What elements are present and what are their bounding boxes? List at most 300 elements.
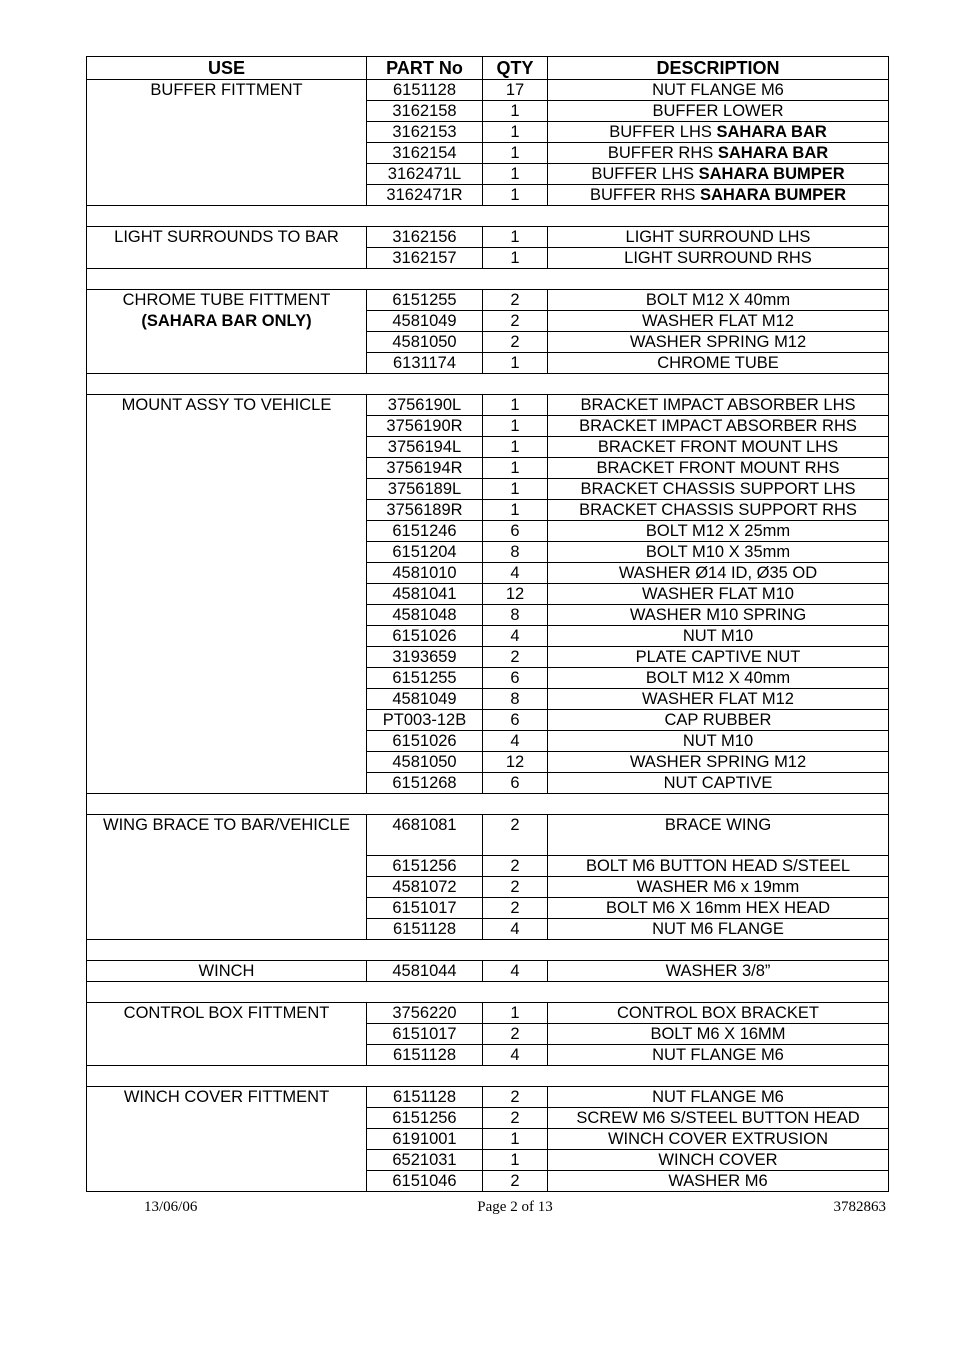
description-text: LIGHT SURROUND LHS: [625, 228, 811, 246]
description-text: NUT CAPTIVE: [663, 774, 773, 792]
table-row: [87, 647, 889, 668]
use-cell: [87, 143, 367, 164]
qty-cell: 1: [483, 500, 548, 521]
description-cell: [548, 626, 889, 647]
description-emphasis: SAHARA BUMPER: [699, 186, 847, 204]
use-cell: [87, 897, 367, 918]
description-text: LIGHT SURROUND RHS: [624, 249, 812, 267]
part-number-cell: 3756190L: [367, 395, 483, 416]
description-text: WASHER SPRING M12: [629, 753, 807, 771]
table-row: [87, 1107, 889, 1128]
description-cell: [548, 668, 889, 689]
header-qty: QTY: [483, 57, 548, 80]
qty-cell: 2: [483, 1170, 548, 1191]
separator-cell: [87, 981, 889, 1002]
description-text: NUT FLANGE M6: [652, 81, 784, 99]
use-cell: [87, 855, 367, 876]
use-cell: [87, 101, 367, 122]
part-number-cell: 4581050: [367, 332, 483, 353]
description-text: BRACKET IMPACT ABSORBER LHS: [580, 396, 856, 414]
description-cell: [548, 500, 889, 521]
table-header-row: [87, 57, 889, 80]
description-cell: [548, 960, 889, 981]
description-emphasis: SAHARA BAR: [716, 123, 827, 141]
part-number-cell: 6191001: [367, 1128, 483, 1149]
description-cell: [548, 332, 889, 353]
part-number-cell: 4581049: [367, 311, 483, 332]
description-cell: [548, 164, 889, 185]
description-cell: [548, 752, 889, 773]
description-cell: [548, 437, 889, 458]
description-cell: [548, 647, 889, 668]
group-use-note: (SAHARA BAR ONLY): [141, 311, 312, 330]
description-text: BOLT M12 X 40mm: [645, 669, 791, 687]
description-text: WINCH COVER EXTRUSION: [607, 1129, 828, 1148]
table-row: [87, 897, 889, 918]
qty-cell: 2: [483, 1107, 548, 1128]
table-row: [87, 164, 889, 185]
use-cell: [87, 332, 367, 353]
qty-cell: 1: [483, 227, 548, 248]
part-number-cell: 3162158: [367, 101, 483, 122]
use-cell: [87, 1044, 367, 1065]
qty-cell: 4: [483, 1044, 548, 1065]
footer-document-number: 3782863: [833, 1199, 886, 1215]
use-cell: [87, 1170, 367, 1191]
use-cell: [87, 1128, 367, 1149]
table-row: [87, 542, 889, 563]
part-number-cell: 6151017: [367, 897, 483, 918]
description-text: SCREW M6 S/STEEL BUTTON HEAD: [576, 1108, 860, 1127]
description-cell: [548, 290, 889, 311]
qty-cell: 4: [483, 626, 548, 647]
table-row: [87, 458, 889, 479]
part-number-cell: 3162156: [367, 227, 483, 248]
use-cell: [87, 752, 367, 773]
table-row: [87, 479, 889, 500]
separator-cell: [87, 794, 889, 815]
description-text: WASHER Ø14 ID, Ø35 OD: [618, 564, 818, 582]
table-row: [87, 689, 889, 710]
table-row: [87, 416, 889, 437]
part-number-cell: 4581010: [367, 563, 483, 584]
header-description: DESCRIPTION: [548, 57, 889, 80]
part-number-cell: 6151246: [367, 521, 483, 542]
use-cell: [87, 815, 367, 856]
group-use-label: CHROME TUBE FITTMENT: [122, 291, 331, 309]
table-row: [87, 248, 889, 269]
part-number-cell: 6151268: [367, 773, 483, 794]
part-number-cell: 3162471L: [367, 164, 483, 185]
description-text: NUT FLANGE M6: [652, 1087, 784, 1106]
qty-cell: 1: [483, 143, 548, 164]
description-text: BOLT M6 X 16mm HEX HEAD: [605, 898, 831, 917]
qty-cell: 12: [483, 584, 548, 605]
qty-cell: 1: [483, 1002, 548, 1023]
part-number-cell: 6521031: [367, 1149, 483, 1170]
part-number-cell: 6151128: [367, 1086, 483, 1107]
qty-cell: 6: [483, 773, 548, 794]
use-cell: [87, 164, 367, 185]
qty-cell: 2: [483, 647, 548, 668]
separator-cell: [87, 939, 889, 960]
header-use: USE: [87, 57, 367, 80]
use-cell: [87, 437, 367, 458]
qty-cell: 12: [483, 752, 548, 773]
qty-cell: 1: [483, 164, 548, 185]
table-row: [87, 1149, 889, 1170]
description-cell: [548, 353, 889, 374]
description-text: NUT M10: [682, 627, 754, 645]
qty-cell: 17: [483, 80, 548, 101]
part-number-cell: 3756194L: [367, 437, 483, 458]
description-cell: [548, 855, 889, 876]
table-row: [87, 101, 889, 122]
description-cell: [548, 731, 889, 752]
table-row: [87, 563, 889, 584]
use-cell: [87, 1086, 367, 1107]
description-text: WINCH COVER: [658, 1150, 778, 1169]
description-text: WASHER M10 SPRING: [629, 606, 807, 624]
description-cell: [548, 227, 889, 248]
use-cell: [87, 458, 367, 479]
use-cell: [87, 185, 367, 206]
qty-cell: 2: [483, 1023, 548, 1044]
description-cell: [548, 542, 889, 563]
description-cell: [548, 185, 889, 206]
qty-cell: 1: [483, 437, 548, 458]
group-separator-row: [87, 374, 889, 395]
table-row: [87, 521, 889, 542]
table-row: [87, 395, 889, 416]
group-use-label: BUFFER FITTMENT: [150, 81, 303, 99]
description-text: BUFFER RHS: [607, 144, 714, 162]
use-cell: [87, 1107, 367, 1128]
use-cell: [87, 227, 367, 248]
group-use-label: CONTROL BOX FITTMENT: [123, 1003, 330, 1022]
group-separator-row: [87, 1065, 889, 1086]
footer-page-number: Page 2 of 13: [477, 1199, 553, 1215]
description-text: CAP RUBBER: [664, 711, 772, 729]
qty-cell: 1: [483, 122, 548, 143]
group-use-label: WINCH: [198, 961, 255, 980]
description-cell: [548, 689, 889, 710]
table-row: [87, 605, 889, 626]
description-cell: [548, 101, 889, 122]
part-number-cell: 6151128: [367, 80, 483, 101]
qty-cell: 8: [483, 605, 548, 626]
description-text: PLATE CAPTIVE NUT: [635, 648, 801, 666]
description-cell: [548, 1128, 889, 1149]
description-text: BUFFER LOWER: [652, 102, 784, 120]
part-number-cell: 3193659: [367, 647, 483, 668]
description-cell: [548, 122, 889, 143]
description-emphasis: SAHARA BUMPER: [698, 165, 845, 183]
part-number-cell: 3162153: [367, 122, 483, 143]
description-text: BUFFER LHS: [609, 123, 712, 141]
description-text: NUT M10: [682, 732, 754, 750]
table-row: [87, 122, 889, 143]
part-number-cell: 6151128: [367, 1044, 483, 1065]
qty-cell: 2: [483, 855, 548, 876]
use-cell: [87, 1002, 367, 1023]
description-text: WASHER FLAT M10: [642, 585, 794, 603]
part-number-cell: 6131174: [367, 353, 483, 374]
group-separator-row: [87, 206, 889, 227]
description-cell: [548, 416, 889, 437]
separator-cell: [87, 206, 889, 227]
table-row: [87, 752, 889, 773]
description-cell: [548, 1107, 889, 1128]
qty-cell: 1: [483, 458, 548, 479]
part-number-cell: 6151256: [367, 855, 483, 876]
part-number-cell: 4581050: [367, 752, 483, 773]
table-row: [87, 960, 889, 981]
footer-date: 13/06/06: [144, 1199, 198, 1215]
qty-cell: 6: [483, 521, 548, 542]
use-cell: [87, 584, 367, 605]
use-cell: [87, 960, 367, 981]
use-cell: [87, 918, 367, 939]
group-use-label: MOUNT ASSY TO VEHICLE: [121, 396, 332, 414]
use-cell: [87, 290, 367, 311]
table-row: [87, 227, 889, 248]
group-separator-row: [87, 939, 889, 960]
qty-cell: 8: [483, 689, 548, 710]
part-number-cell: 3756189R: [367, 500, 483, 521]
table-row: [87, 1128, 889, 1149]
description-cell: [548, 710, 889, 731]
description-cell: [548, 876, 889, 897]
description-text: BOLT M6 X 16MM: [650, 1024, 786, 1043]
use-cell: [87, 122, 367, 143]
description-cell: [548, 311, 889, 332]
part-number-cell: 6151026: [367, 626, 483, 647]
table-row: [87, 185, 889, 206]
part-number-cell: 4581041: [367, 584, 483, 605]
part-number-cell: 3162157: [367, 248, 483, 269]
qty-cell: 6: [483, 668, 548, 689]
part-number-cell: 4581049: [367, 689, 483, 710]
qty-cell: 2: [483, 290, 548, 311]
table-row: [87, 1086, 889, 1107]
parts-table: [86, 56, 889, 1192]
table-row: [87, 668, 889, 689]
description-text: BOLT M10 X 35mm: [645, 543, 791, 561]
table-row: [87, 876, 889, 897]
table-row: [87, 731, 889, 752]
description-text: NUT FLANGE M6: [652, 1045, 784, 1064]
description-text: WASHER 3/8”: [665, 961, 771, 980]
qty-cell: 2: [483, 311, 548, 332]
table-row: [87, 437, 889, 458]
qty-cell: 4: [483, 918, 548, 939]
description-text: NUT M6 FLANGE: [652, 919, 784, 938]
use-cell: [87, 668, 367, 689]
group-use-label: LIGHT SURROUNDS TO BAR: [114, 228, 339, 246]
separator-cell: [87, 374, 889, 395]
qty-cell: 2: [483, 815, 548, 856]
description-cell: [548, 521, 889, 542]
description-cell: [548, 248, 889, 269]
description-cell: [548, 897, 889, 918]
description-text: BUFFER LHS: [591, 165, 695, 183]
use-cell: [87, 876, 367, 897]
table-row: [87, 143, 889, 164]
description-text: BUFFER RHS: [589, 186, 696, 204]
description-cell: [548, 479, 889, 500]
description-text: BRACKET FRONT MOUNT RHS: [596, 459, 840, 477]
group-use-label: WINCH COVER FITTMENT: [123, 1087, 330, 1106]
description-cell: [548, 918, 889, 939]
description-cell: [548, 1086, 889, 1107]
description-emphasis: SAHARA BAR: [717, 144, 829, 162]
description-cell: [548, 458, 889, 479]
description-text: BRACKET CHASSIS SUPPORT RHS: [579, 501, 857, 519]
use-cell: [87, 353, 367, 374]
description-cell: [548, 605, 889, 626]
table-row: [87, 332, 889, 353]
qty-cell: 8: [483, 542, 548, 563]
description-text: BRACKET IMPACT ABSORBER RHS: [579, 417, 857, 435]
qty-cell: 1: [483, 479, 548, 500]
description-cell: [548, 143, 889, 164]
description-text: WASHER FLAT M12: [642, 690, 794, 708]
description-text: CONTROL BOX BRACKET: [616, 1003, 819, 1022]
description-cell: [548, 1023, 889, 1044]
description-text: BOLT M12 X 40mm: [645, 291, 791, 309]
part-number-cell: 3756220: [367, 1002, 483, 1023]
table-row: [87, 815, 889, 856]
table-row: [87, 626, 889, 647]
part-number-cell: 6151046: [367, 1170, 483, 1191]
table-row: [87, 1002, 889, 1023]
group-separator-row: [87, 981, 889, 1002]
table-row: [87, 80, 889, 101]
qty-cell: 2: [483, 1086, 548, 1107]
qty-cell: 1: [483, 185, 548, 206]
description-cell: [548, 584, 889, 605]
use-cell: [87, 563, 367, 584]
qty-cell: 2: [483, 876, 548, 897]
table-row: [87, 1023, 889, 1044]
description-cell: [548, 80, 889, 101]
description-cell: [548, 1170, 889, 1191]
part-number-cell: 6151128: [367, 918, 483, 939]
use-cell: [87, 80, 367, 101]
use-cell: [87, 710, 367, 731]
use-cell: [87, 626, 367, 647]
table-row: [87, 1170, 889, 1191]
table-row: [87, 584, 889, 605]
part-number-cell: 4581072: [367, 876, 483, 897]
part-number-cell: 3162154: [367, 143, 483, 164]
part-number-cell: 4581048: [367, 605, 483, 626]
description-text: BOLT M12 X 25mm: [645, 522, 791, 540]
table-row: [87, 311, 889, 332]
description-text: BRACKET CHASSIS SUPPORT LHS: [580, 480, 856, 498]
description-text: CHROME TUBE: [657, 354, 779, 372]
description-text: WASHER FLAT M12: [642, 312, 794, 330]
qty-cell: 2: [483, 897, 548, 918]
description-text: WASHER SPRING M12: [629, 333, 807, 351]
description-text: BRACE WING: [664, 816, 772, 834]
description-cell: [548, 1002, 889, 1023]
table-row: [87, 710, 889, 731]
group-separator-row: [87, 269, 889, 290]
table-row: [87, 500, 889, 521]
table-row: [87, 855, 889, 876]
description-cell: [548, 395, 889, 416]
qty-cell: 4: [483, 960, 548, 981]
qty-cell: 4: [483, 563, 548, 584]
part-number-cell: 6151026: [367, 731, 483, 752]
table-row: [87, 918, 889, 939]
qty-cell: 1: [483, 353, 548, 374]
group-separator-row: [87, 794, 889, 815]
part-number-cell: 3756189L: [367, 479, 483, 500]
qty-cell: 2: [483, 332, 548, 353]
description-cell: [548, 773, 889, 794]
part-number-cell: 6151255: [367, 668, 483, 689]
qty-cell: 1: [483, 416, 548, 437]
qty-cell: 6: [483, 710, 548, 731]
part-number-cell: PT003-12B: [367, 710, 483, 731]
use-cell: [87, 311, 367, 332]
use-cell: [87, 773, 367, 794]
use-cell: [87, 395, 367, 416]
group-use-label: WING BRACE TO BAR/VEHICLE: [103, 816, 350, 834]
separator-cell: [87, 1065, 889, 1086]
use-cell: [87, 479, 367, 500]
part-number-cell: 4581044: [367, 960, 483, 981]
description-text: WASHER M6 x 19mm: [636, 877, 800, 896]
use-cell: [87, 1023, 367, 1044]
use-cell: [87, 416, 367, 437]
description-cell: [548, 815, 889, 856]
table-row: [87, 1044, 889, 1065]
description-cell: [548, 563, 889, 584]
part-number-cell: 6151017: [367, 1023, 483, 1044]
description-cell: [548, 1044, 889, 1065]
header-part-no: PART No: [367, 57, 483, 80]
qty-cell: 1: [483, 248, 548, 269]
use-cell: [87, 542, 367, 563]
table-row: [87, 773, 889, 794]
description-text: BRACKET FRONT MOUNT LHS: [597, 438, 839, 456]
description-cell: [548, 1149, 889, 1170]
use-cell: [87, 500, 367, 521]
part-number-cell: 4681081: [367, 815, 483, 856]
use-cell: [87, 647, 367, 668]
table-row: [87, 290, 889, 311]
use-cell: [87, 521, 367, 542]
part-number-cell: 6151255: [367, 290, 483, 311]
qty-cell: 1: [483, 1128, 548, 1149]
use-cell: [87, 1149, 367, 1170]
use-cell: [87, 731, 367, 752]
qty-cell: 1: [483, 395, 548, 416]
part-number-cell: 3756194R: [367, 458, 483, 479]
part-number-cell: 6151256: [367, 1107, 483, 1128]
qty-cell: 1: [483, 1149, 548, 1170]
use-cell: [87, 689, 367, 710]
part-number-cell: 3756190R: [367, 416, 483, 437]
description-text: WASHER M6: [668, 1171, 768, 1190]
qty-cell: 4: [483, 731, 548, 752]
use-cell: [87, 605, 367, 626]
separator-cell: [87, 269, 889, 290]
